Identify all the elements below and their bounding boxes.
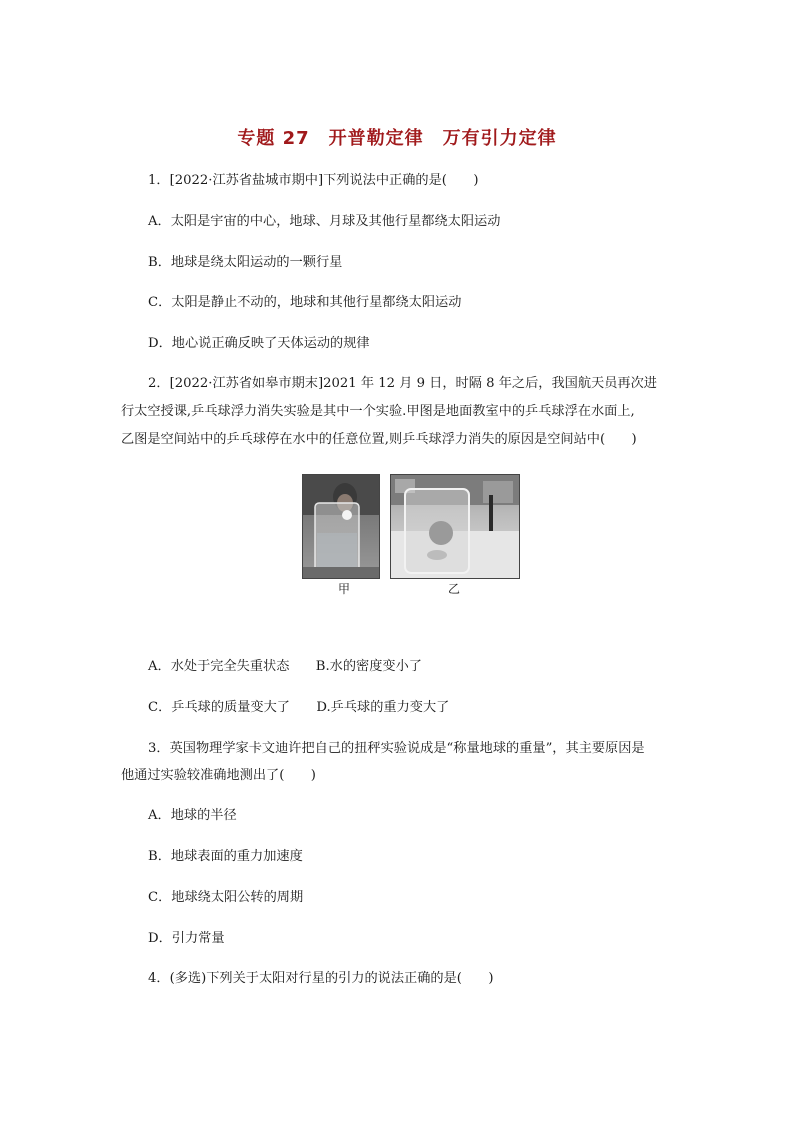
- figure-pair: [302, 474, 520, 596]
- photo-jia-graphic: [303, 475, 379, 578]
- q1-option-b: B．地球是绕太阳运动的一颗行星: [148, 255, 343, 270]
- caption-yi: 乙: [448, 582, 461, 596]
- caption-jia: 甲: [338, 582, 351, 596]
- photo-yi-graphic: [391, 475, 519, 578]
- question-2-line-1: 2．[2022·江苏省如皋市期末]2021 年 12 月 9 日，时隔 8 年之后，我国航天员再次进: [148, 376, 657, 391]
- question-2-line-3: 乙图是空间站中的乒乓球停在水中的任意位置,则乒乓球浮力消失的原因是空间站中( ): [121, 432, 637, 447]
- photo-jia: [302, 474, 380, 579]
- q2-options-row-2: C．乒乓球的质量变大了 D.乒乓球的重力变大了: [148, 700, 450, 715]
- question-3-line-1: 3．英国物理学家卡文迪许把自己的扭秤实验说成是“称量地球的重量”，其主要原因是: [148, 741, 645, 756]
- question-4-stem: 4．(多选)下列关于太阳对行星的引力的说法正确的是( ): [148, 971, 494, 986]
- q2-options-row-1: A．水处于完全失重状态 B.水的密度变小了: [148, 659, 422, 674]
- q1-option-d: D．地心说正确反映了天体运动的规律: [148, 336, 370, 351]
- q1-option-c: C．太阳是静止不动的，地球和其他行星都绕太阳运动: [148, 295, 462, 310]
- photo-yi: [390, 474, 520, 579]
- q3-option-c: C．地球绕太阳公转的周期: [148, 890, 304, 905]
- q1-option-a: A．太阳是宇宙的中心，地球、月球及其他行星都绕太阳运动: [148, 214, 501, 229]
- q3-option-b: B．地球表面的重力加速度: [148, 849, 303, 864]
- question-3-line-2: 他通过实验较准确地测出了( ): [121, 768, 316, 783]
- question-1-stem: 1．[2022·江苏省盐城市期中]下列说法中正确的是( ): [148, 173, 479, 188]
- page-title: 专题 27 开普勒定律 万有引力定律: [237, 128, 557, 149]
- q3-option-a: A．地球的半径: [148, 808, 237, 823]
- q3-option-d: D．引力常量: [148, 931, 225, 946]
- question-2-line-2: 行太空授课,乒乓球浮力消失实验是其中一个实验.甲图是地面教室中的乒乓球浮在水面上,: [121, 404, 635, 419]
